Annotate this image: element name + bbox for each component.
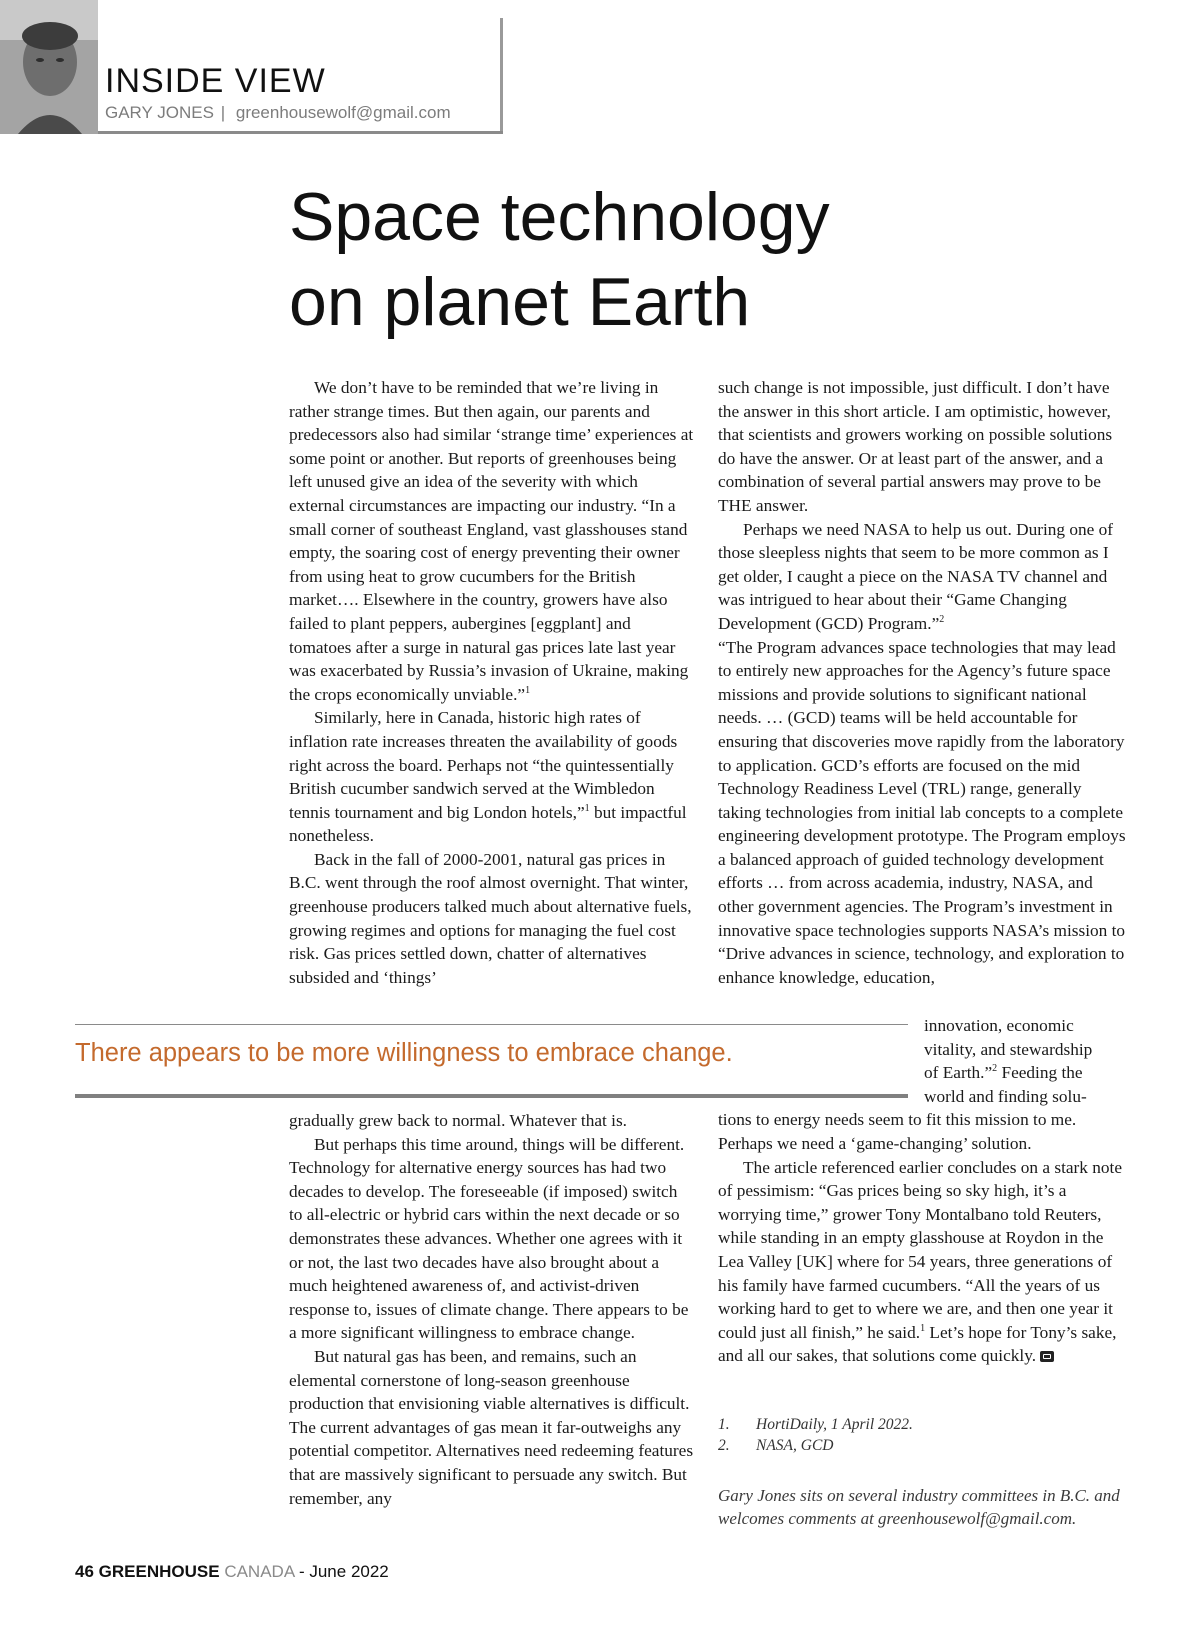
byline-separator: |	[220, 103, 226, 122]
text-line: world and finding solu-	[924, 1086, 1087, 1106]
author-email: greenhousewolf@gmail.com	[235, 103, 451, 122]
paragraph: “The Program advances space technologies that may lead to entirely new approaches for the Agency’s future space missions and provide solutions to significant national needs. … (GCD) teams will be held accountable for ensuring that discoveries move rapidly from the laboratory to application. GCD’s efforts are focused on the mid Technology Readiness Level (TRL) range, generally taking technologies from initial lab concepts to a complete engineering development prototype. The Program employs a balanced approach of guided technology development efforts … from across academia, industry, NASA, and other government agencies. The Program’s investment in innovative space technologies supports NASA’s mission to “Drive advances in science, technology, and exploration to enhance knowledge, education,	[718, 637, 1126, 987]
footnote-ref: 1	[584, 802, 590, 814]
footnote-ref: 2	[939, 614, 945, 626]
magazine-name: GREENHOUSE	[98, 1562, 220, 1581]
paragraph: But perhaps this time around, things will be different. Technology for alternative energy sources has had two decades to develop. The foreseeable (if imposed) switch to all-electric or hybrid cars within the next decade or so demonstrates these advances. Whether one agrees with it or not, the last two decades have also brought about a much heightened awareness of, and activist-driven response to, issues of climate change. There appears to be a more significant willingness to embrace change.	[289, 1134, 689, 1343]
footnote-ref: 1	[920, 1322, 926, 1334]
paragraph: tions to energy needs seem to fit this mission to me. Perhaps we need a ‘game-changing’ solution.	[718, 1110, 1077, 1153]
column-1-top	[289, 376, 694, 989]
magazine-name-light: CANADA	[224, 1562, 295, 1581]
text-line: of Earth.”$^2$ Feeding the	[924, 1063, 1083, 1083]
footnote: 1. HortiDaily, 1 April 2022.	[718, 1416, 913, 1433]
paragraph: gradually grew back to normal. Whatever that is.	[289, 1111, 627, 1130]
headline-line-2: on planet Earth	[289, 264, 751, 340]
section-label: INSIDE VIEW	[105, 62, 326, 100]
issue-date: - June 2022	[298, 1562, 389, 1581]
article-headline	[289, 175, 989, 345]
header-vertical-rule	[500, 18, 503, 132]
paragraph: We don’t have to be reminded that we’re living in rather strange times. But then again, our parents and predecessors also had similar ‘strange time’ experiences at some point or another. But reports of greenhouses being left unused give an idea of the severity with which external circumstances are impacting our industry. “In a small corner of southeast England, vast glasshouses stand empty, the soaring cost of energy preventing their owner from using heat to grow cucumbers for the British market…. Elsewhere in the country, growers have also failed to plant peppers, aubergines [eggplant] and tomatoes after a surge in natural gas prices late last year was exacerbated by Russia’s invasion of Ukraine, making the crops economically unviable.”$^1$	[289, 378, 694, 704]
paragraph: Perhaps we need NASA to help us out. During one of those sleepless nights that seem to be more common as I get older, I caught a piece on the NASA TV channel and was intrigued to hear about their “Game Changing Development (GCD) Program.”$^2$	[718, 519, 1114, 633]
paragraph: Similarly, here in Canada, historic high rates of inflation rate increases threaten the availability of goods right across the board. Perhaps not “the quintessentially British cucumber sandwich served at the Wimbledon tennis tournament and big London hotels,”$^1$ but impactful nonetheless.	[289, 708, 687, 846]
text-line: vitality, and stewardship	[924, 1039, 1093, 1059]
page-number: 46	[75, 1562, 94, 1581]
page-footer	[75, 1562, 389, 1582]
author-bio: Gary Jones sits on several industry committees in B.C. and welcomes comments at greenhousewolf@gmail.com.	[718, 1486, 1120, 1528]
footnote: 2. NASA, GCD	[718, 1437, 834, 1454]
end-mark-icon	[1040, 1351, 1054, 1362]
footnote-ref: 2	[992, 1063, 998, 1075]
column-1-bottom	[289, 1109, 694, 1510]
header-horizontal-rule	[98, 131, 503, 134]
footnote-ref: 1	[525, 684, 531, 696]
footnotes	[718, 1414, 1138, 1456]
paragraph: such change is not impossible, just difficult. I don’t have the answer in this short article. I am optimistic, however, that scientists and growers working on possible solutions do have the answer. Or at least part of the answer, and a combination of several partial answers may prove to be THE answer.	[718, 378, 1113, 515]
author-name: GARY JONES	[105, 103, 214, 122]
text-line: innovation, economic	[924, 1016, 1074, 1035]
column-2-bottom	[718, 1014, 1128, 1368]
paragraph: The article referenced earlier concludes on a stark note of pessimism: “Gas prices being so sky high, it’s a worrying time,” grower Tony Montalbano told Reuters, while standing in an empty glasshouse at Roydon in the Lea Valley [UK] where for 54 years, three generations of his family have farmed cucumbers. “All the years of us working hard to get to where we are, and then one year it could just all finish,” he said.$^1$ Let’s hope for Tony’s sake, and all our sakes, that solutions come quickly.	[718, 1157, 1123, 1366]
paragraph: But natural gas has been, and remains, such an elemental cornerstone of long-season greenhouse production that envisioning viable alternatives is difficult. The current advantages of gas mean it far-outweighs any potential competitor. Alternatives need redeeming features that are massively significant to persuade any switch. But remember, any	[289, 1346, 694, 1508]
headline-line-1: Space technology	[289, 179, 830, 255]
pull-quote: There appears to be more willingness to embrace change.	[75, 1039, 733, 1067]
column-2-top	[718, 376, 1128, 989]
paragraph: Back in the fall of 2000-2001, natural gas prices in B.C. went through the roof almost overnight. That winter, greenhouse producers talked much about alternative fuels, growing regimes and options for managing the fuel cost risk. Gas prices settled down, chatter of alternatives subsided and ‘things’	[289, 849, 692, 987]
byline	[105, 103, 451, 123]
author-photo	[0, 0, 98, 134]
